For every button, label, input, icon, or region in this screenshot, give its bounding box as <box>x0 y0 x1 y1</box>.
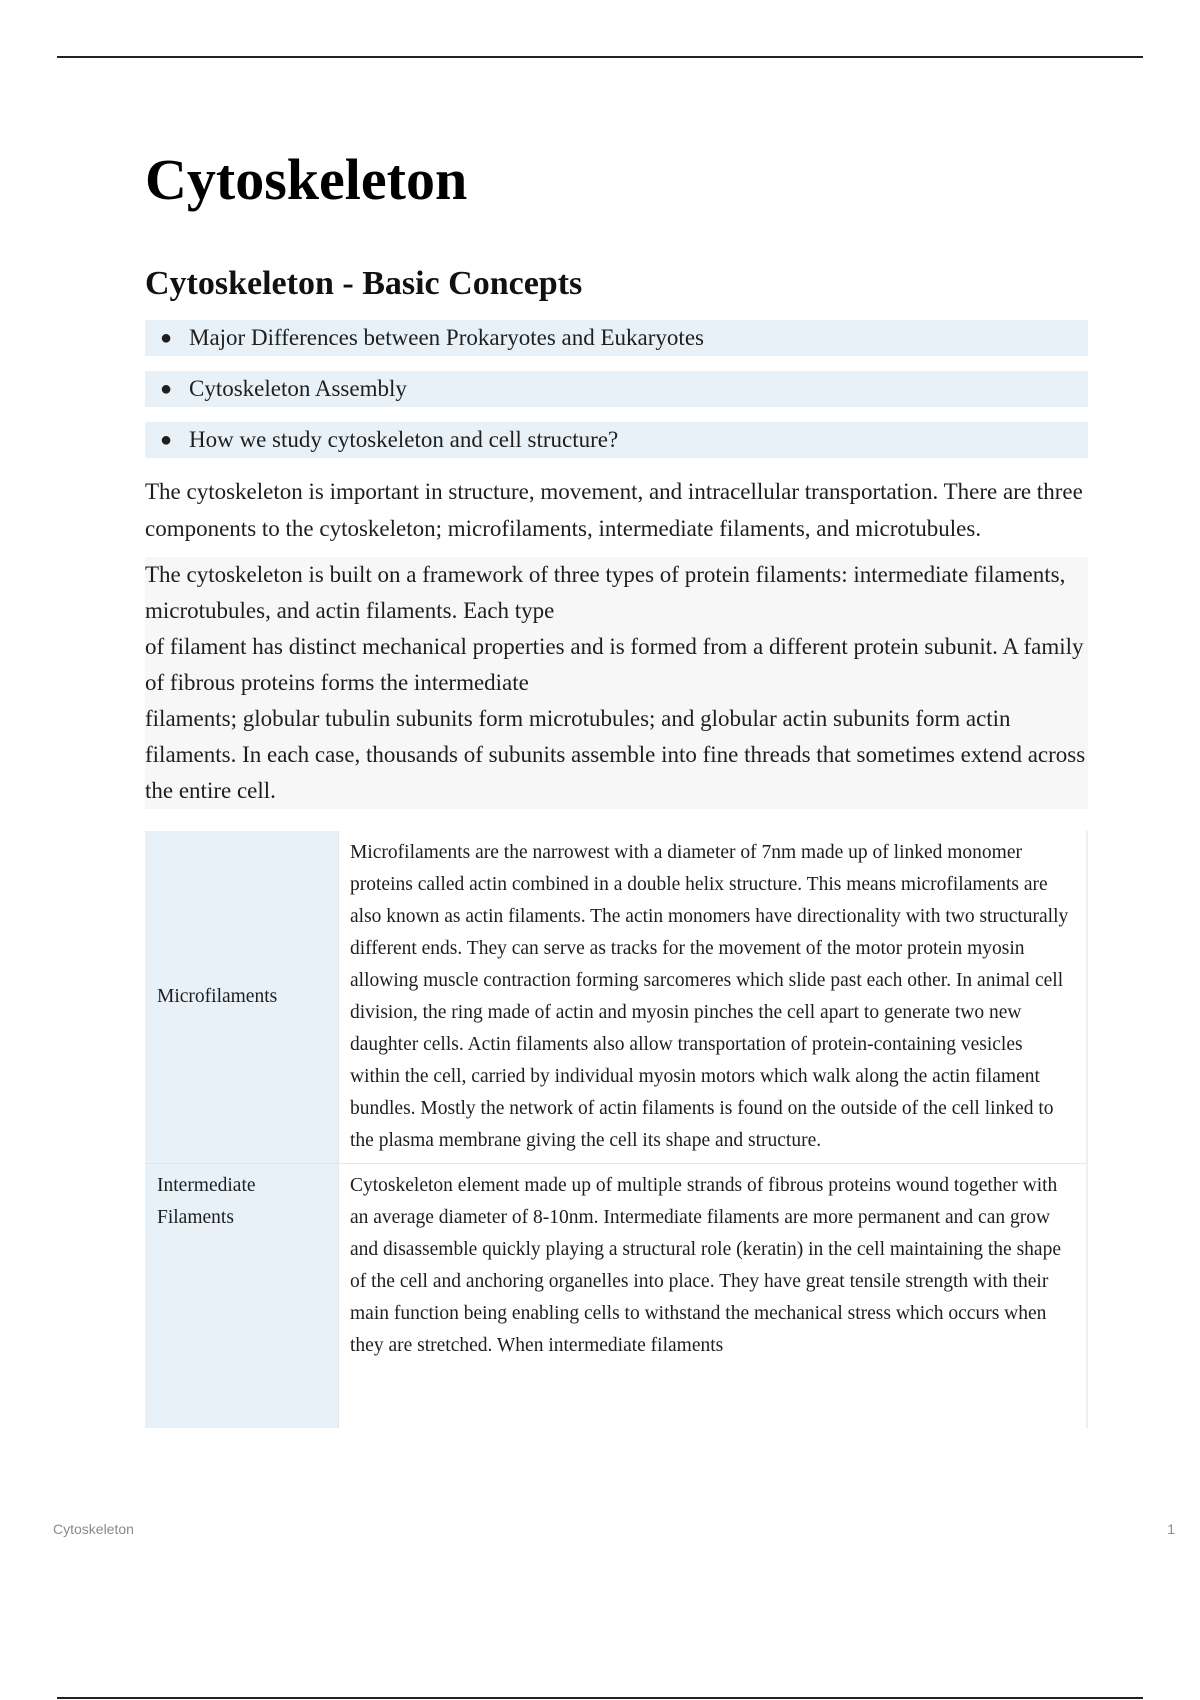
list-item <box>145 422 1088 458</box>
quote-line: filaments; globular tubulin subunits form microtubules; and globular actin subunits form actin filaments. In each case, thousands of subunits assemble into fine threads that sometimes extend across the entire cell. <box>145 706 1086 803</box>
table-description-cell: Cytoskeleton element made up of multiple strands of fibrous proteins wound together with an average diameter of 8-10nm. Intermediate filaments are more permanent and can grow and disassemble quickly playing a structural role (keratin) in the cell maintaining the shape of the cell and anchoring organelles into place. They have great tensile strength with their main function being enabling cells to withstand the mechanical stress which occurs when they are stretched. When intermediate filaments <box>339 1164 1088 1429</box>
intro-paragraph: The cytoskeleton is important in structure, movement, and intracellular transportation. There are three components to the cytoskeleton; microfilaments, intermediate filaments, and microtubules. <box>145 479 1083 541</box>
topic-list <box>145 320 1088 458</box>
list-item <box>145 371 1088 407</box>
page-number: 1 <box>1167 1521 1175 1537</box>
list-item-text: Major Differences between Prokaryotes and Eukaryotes <box>189 325 704 350</box>
table-row <box>145 831 1087 1164</box>
quote-line: of filament has distinct mechanical properties and is formed from a different protein subunit. A family of fibrous proteins forms the intermediate <box>145 634 1084 695</box>
quote-block <box>145 557 1088 809</box>
list-item-text: Cytoskeleton Assembly <box>189 376 407 401</box>
page-title: Cytoskeleton <box>145 147 468 212</box>
page-content <box>145 140 1088 1428</box>
footer-title: Cytoskeleton <box>53 1521 134 1537</box>
filament-table <box>145 831 1088 1428</box>
quote-line: The cytoskeleton is built on a framework of three types of protein filaments: intermediate filaments, microtubules, and actin filaments. Each type <box>145 562 1066 623</box>
top-rule <box>57 56 1143 58</box>
bottom-rule <box>57 1697 1143 1699</box>
bullet-icon: ● <box>160 429 173 451</box>
bullet-icon: ● <box>160 327 173 349</box>
list-item <box>145 320 1088 356</box>
bullet-icon: ● <box>160 378 173 400</box>
table-term-cell: Microfilaments <box>145 831 339 1164</box>
section-heading: Cytoskeleton - Basic Concepts <box>145 265 583 302</box>
table-description-cell: Microfilaments are the narrowest with a diameter of 7nm made up of linked monomer proteins called actin combined in a double helix structure. This means microfilaments are also known as actin filaments. The actin monomers have directionality with two structurally different ends. They can serve as tracks for the movement of the motor protein myosin allowing muscle contraction forming sarcomeres which slide past each other. In animal cell division, the ring made of actin and myosin pinches the cell apart to generate two new daughter cells. Actin filaments also allow transportation of protein-containing vesicles within the cell, carried by individual myosin motors which walk along the actin filament bundles. Mostly the network of actin filaments is found on the outside of the cell linked to the plasma membrane giving the cell its shape and structure. <box>339 831 1088 1164</box>
table-term-cell: Intermediate Filaments <box>145 1164 339 1429</box>
table-row <box>145 1164 1087 1429</box>
list-item-text: How we study cytoskeleton and cell structure? <box>189 427 619 452</box>
